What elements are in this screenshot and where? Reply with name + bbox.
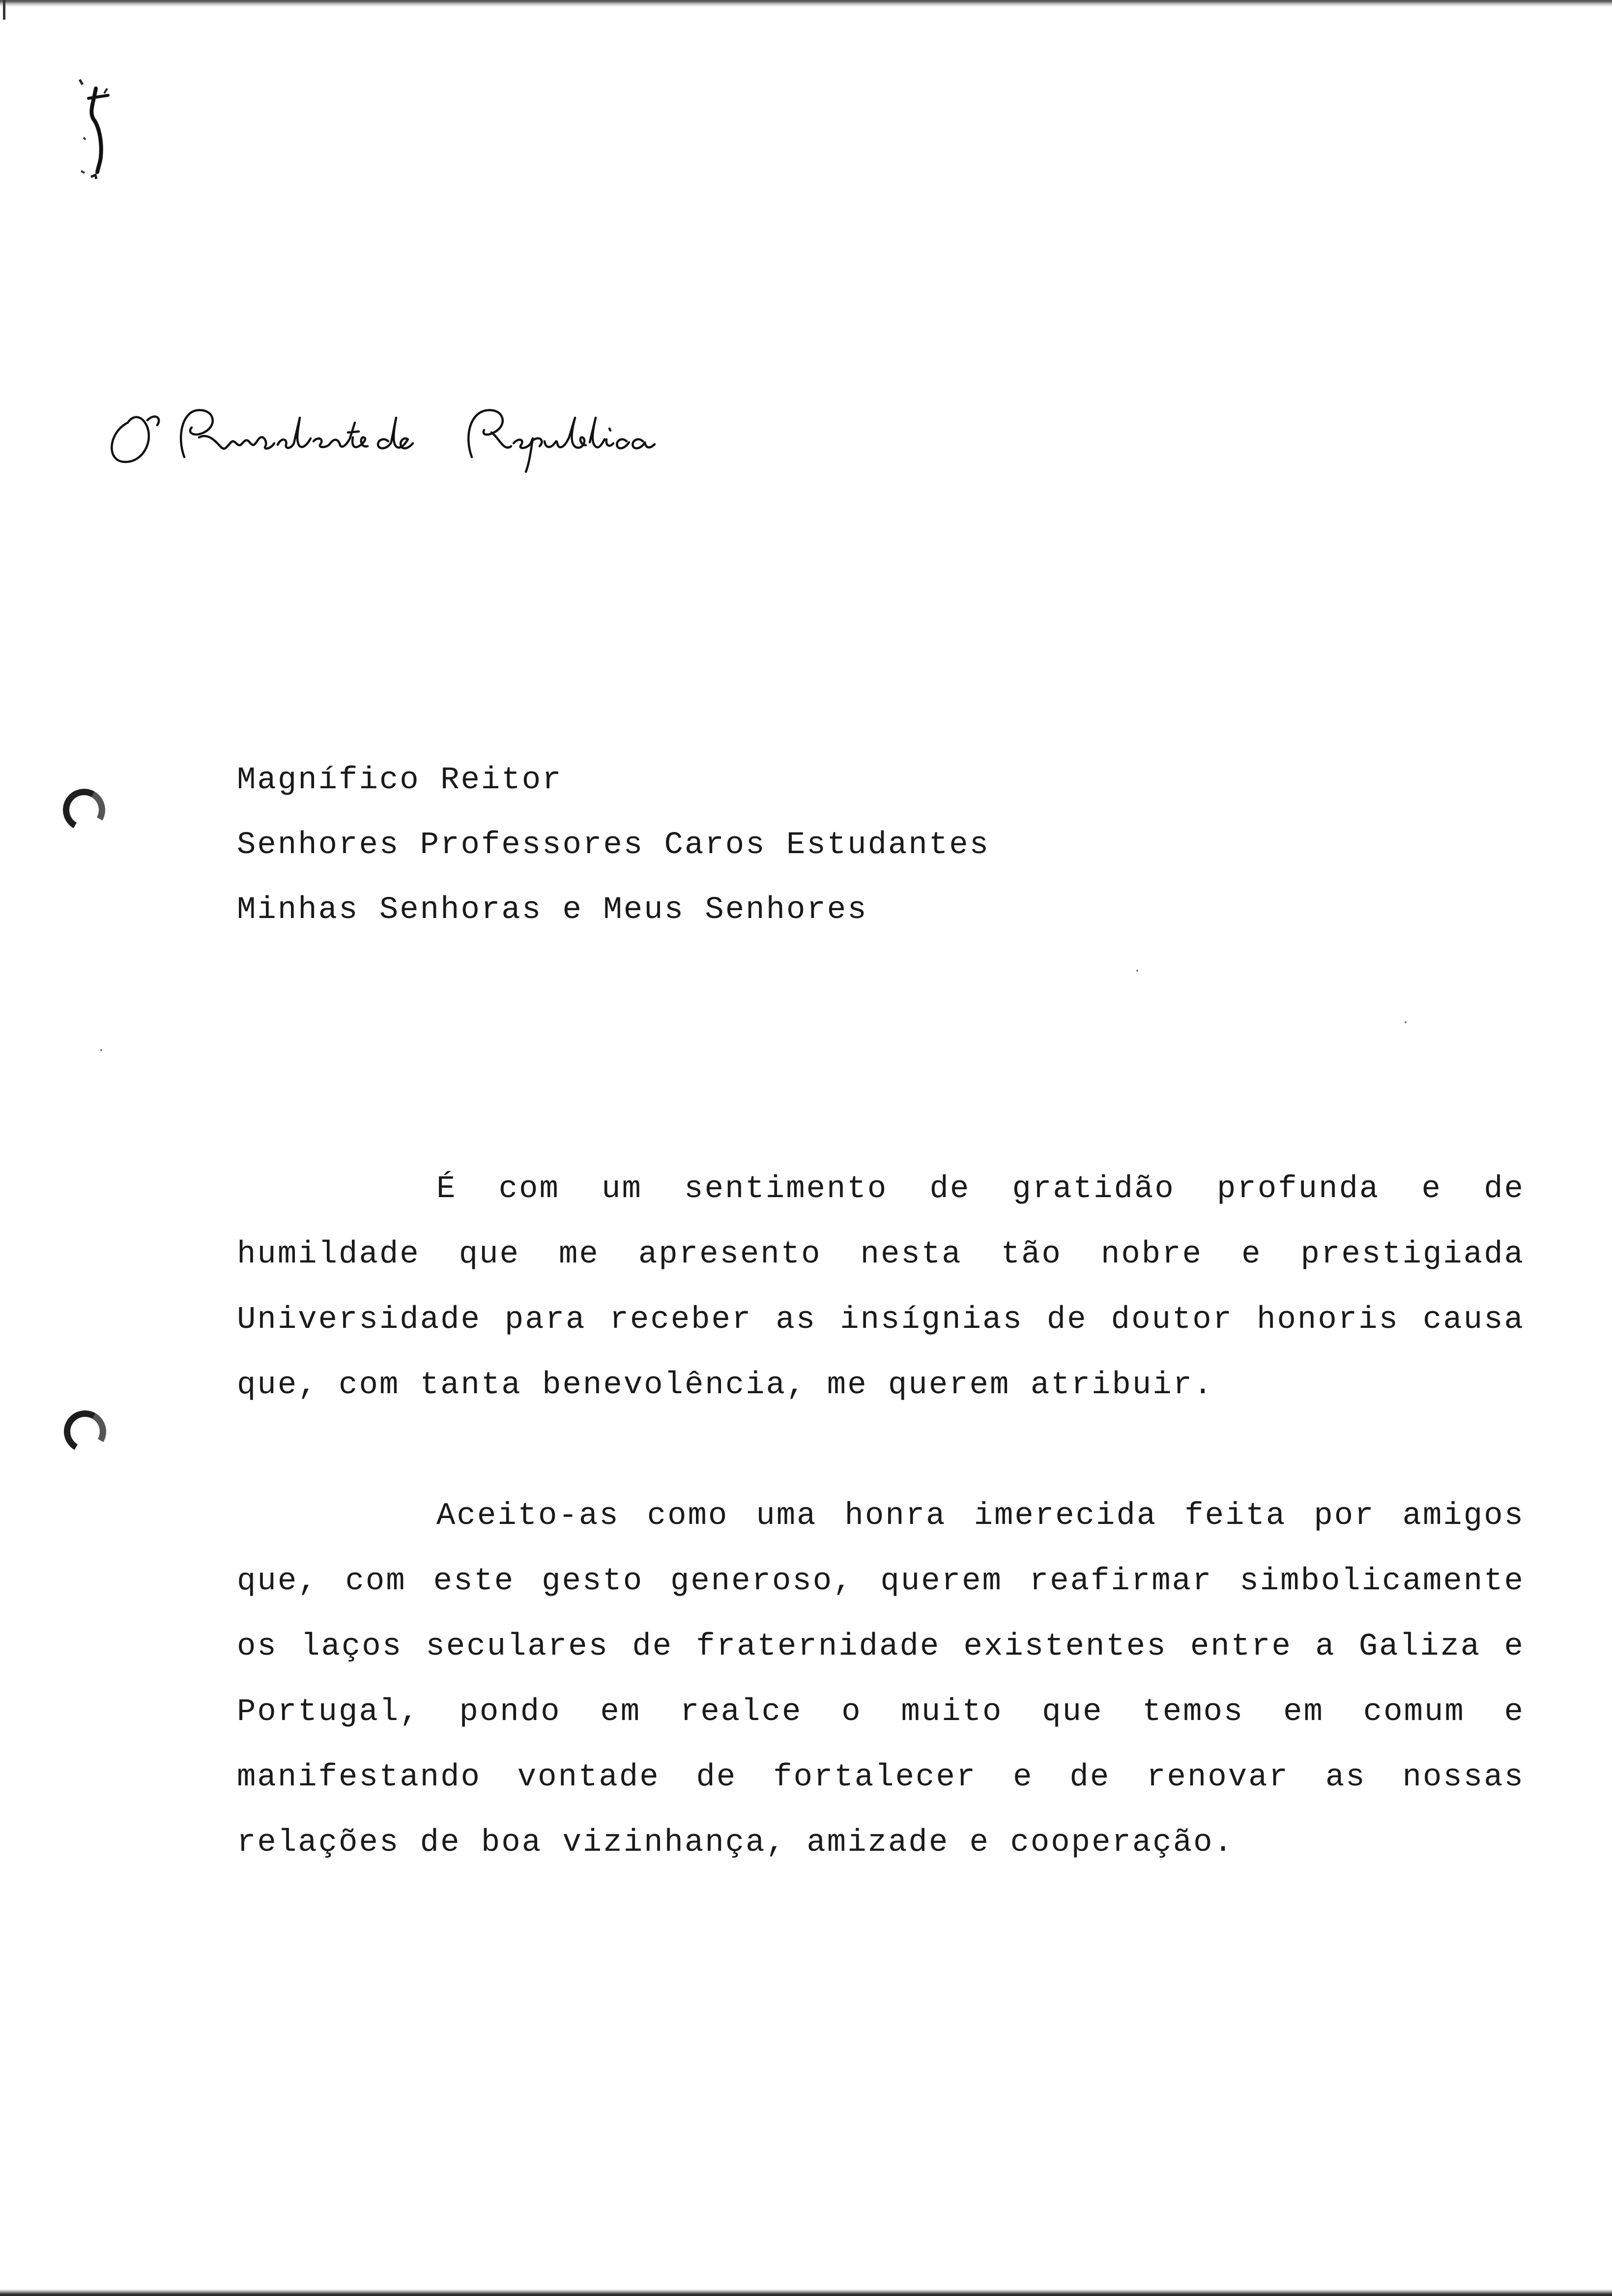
body-paragraph: É com um sentimento de gratidão profunda e de humildade que me apresento nesta tão nobre e prestigiada Universidade para receber as insígnias de doutor honoris causa que, com tanta benevolência, me querem atribuir. [237, 1172, 1525, 1403]
scan-edge-bottom [0, 2289, 1612, 2296]
scan-speck [1405, 1021, 1407, 1023]
handwritten-corner-mark [74, 74, 123, 201]
scan-edge-mark [3, 0, 5, 20]
punch-hole-mark [58, 784, 110, 835]
punch-hole-mark [59, 1406, 111, 1457]
salutation-block [237, 748, 1564, 943]
salutation-line: Minhas Senhoras e Meus Senhores [237, 892, 868, 928]
presidential-letterhead-script [98, 383, 688, 482]
salutation-line: Magnífico Reitor [237, 763, 563, 798]
body-paragraph: Aceito-as como uma honra imerecida feita por amigos que, com este gesto generoso, querem reafirmar simbolicamente os laços seculares de fraternidade existentes entre a Galiza e Portugal, pondo em realce o muito que temos em comum e manifestando vontade de fortalecer e de renovar as nossas relações de boa vizinhança, amizade e cooperação. [237, 1498, 1525, 1861]
scan-edge-top [0, 0, 1612, 7]
scan-speck [100, 1049, 102, 1051]
salutation-line: Senhores Professores Caros Estudantes [237, 828, 990, 863]
letterhead-text: O Presidente da República [389, 479, 397, 480]
scan-speck [1136, 970, 1138, 972]
